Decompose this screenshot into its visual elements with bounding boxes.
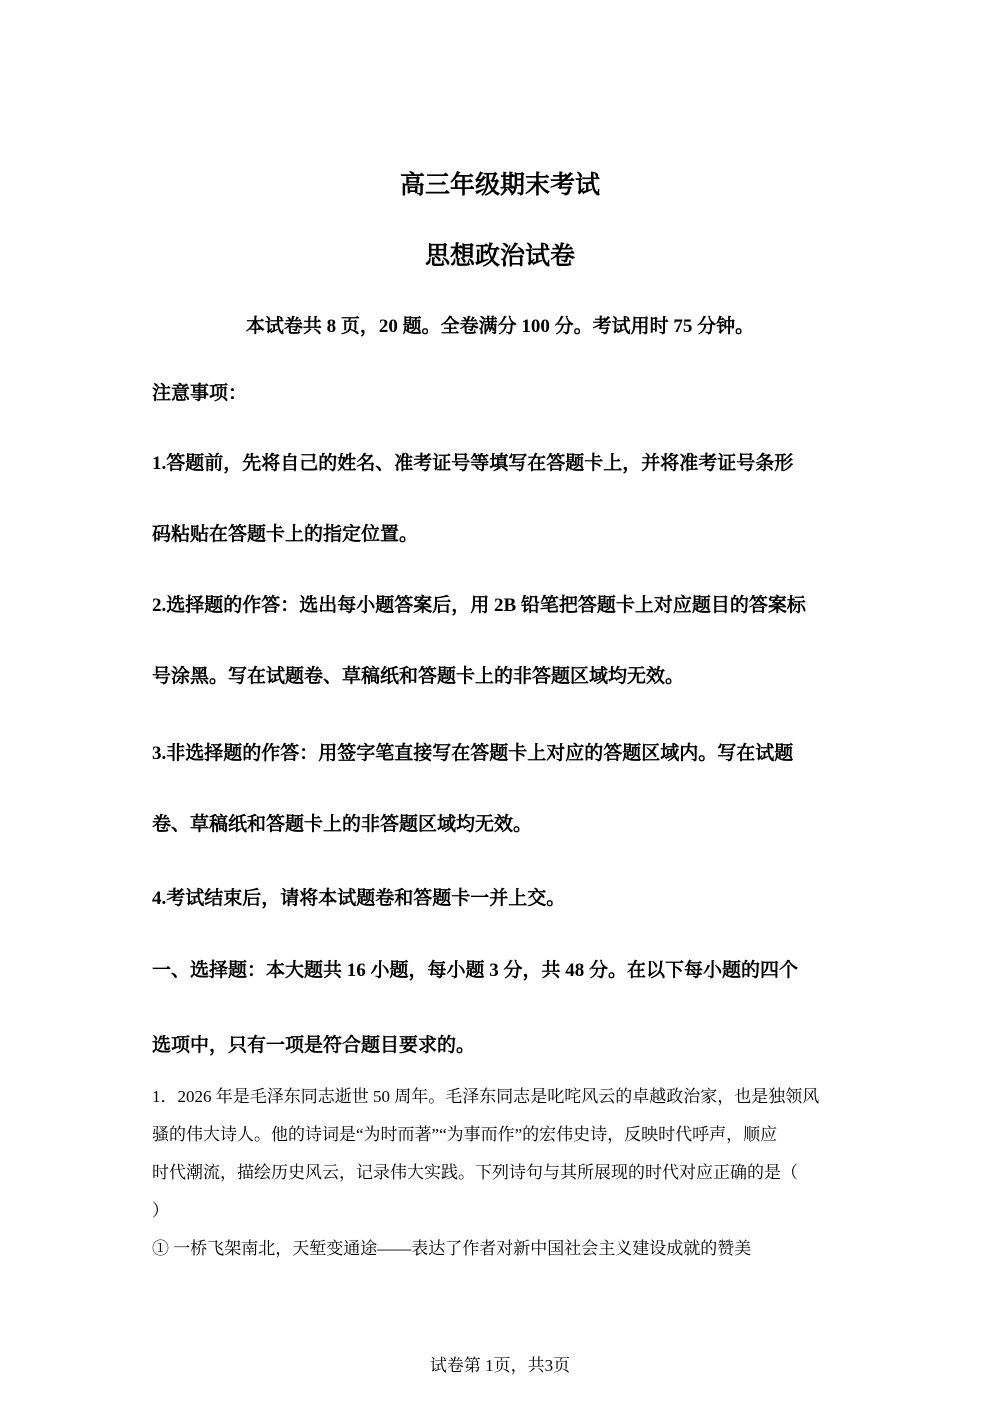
notice-item-4 [152, 863, 852, 934]
notice-item-2-line-1: 2.选择题的作答：选出每小题答案后，用 2B 铅笔把答题卡上对应题目的答案标 [152, 595, 806, 616]
notice-item-3 [152, 718, 852, 860]
notice-item-1 [152, 428, 852, 570]
exam-title: 高三年级期末考试 [399, 172, 600, 199]
notice-heading: 注意事项： [152, 383, 248, 404]
notice-item-2 [152, 570, 852, 712]
question-1-line-1: 1．2026 年是毛泽东同志逝世 50 周年。毛泽东同志是叱咤风云的卓越政治家，也是独领风 [152, 1087, 820, 1106]
page-footer: 试卷第 1页，共3页 [429, 1356, 571, 1375]
question-1-option-1: ① 一桥飞架南北，天堑变通途——表达了作者对新中国社会主义建设成就的赞美 [152, 1239, 752, 1258]
section-1-heading-line-1: 一、选择题：本大题共 16 小题，每小题 3 分，共 48 分。在以下每小题的四个 [152, 960, 799, 981]
notice-item-1-line-1: 1.答题前，先将自己的姓名、准考证号等填写在答题卡上，并将准考证号条形 [152, 453, 794, 474]
section-1-heading [152, 933, 852, 1083]
exam-subtitle: 思想政治试卷 [424, 243, 575, 270]
notice-item-4-line-1: 4.考试结束后，请将本试题卷和答题卡一并上交。 [152, 888, 566, 909]
notice-item-2-line-2: 号涂黑。写在试题卷、草稿纸和答题卡上的非答题区域均无效。 [152, 666, 685, 687]
notice-item-3-line-2: 卷、草稿纸和答题卡上的非答题区域均无效。 [152, 814, 533, 835]
question-1 [152, 1078, 852, 1268]
notice-item-1-line-2: 码粘贴在答题卡上的指定位置。 [152, 524, 419, 545]
question-1-line-2: 骚的伟大诗人。他的诗词是“为时而著”“为事而作”的宏伟史诗，反映时代呼声，顺应 [152, 1125, 778, 1144]
exam-summary: 本试卷共 8 页，20 题。全卷满分 100 分。考试用时 75 分钟。 [245, 316, 755, 337]
question-1-line-3: 时代潮流，描绘历史风云，记录伟大实践。下列诗句与其所展现的时代对应正确的是（ [152, 1163, 798, 1182]
notice-item-3-line-1: 3.非选择题的作答：用签字笔直接写在答题卡上对应的答题区域内。写在试题 [152, 743, 794, 764]
section-1-heading-line-2: 选项中，只有一项是符合题目要求的。 [152, 1035, 476, 1056]
question-1-line-4: ） [152, 1201, 169, 1220]
